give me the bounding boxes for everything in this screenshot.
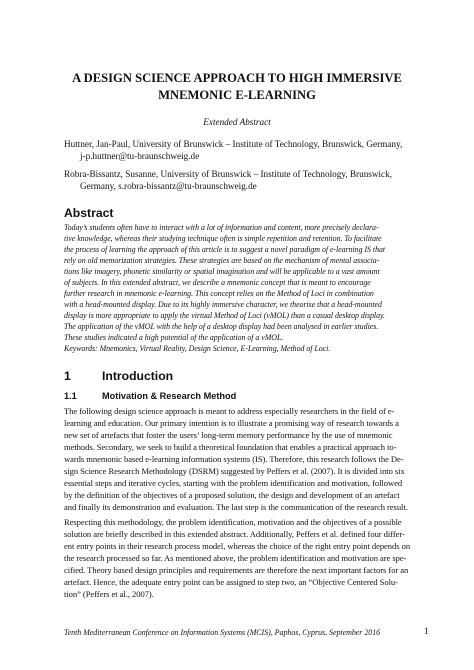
- keywords: Keywords: Mnemonics, Virtual Reality, Design Science, E-Learning, Method of Loci.: [64, 344, 331, 353]
- abstract-line: further research in mnemonic e-learning. This concept relies on the Method of Loci in combination: [64, 289, 374, 298]
- abstract-line: The application of the vMOL with the help of a desktop display had been analysed in earlier studies.: [64, 322, 379, 331]
- paragraph-2-line: the research processed so far. As mentioned above, the problem identification and motivation are spe-: [64, 553, 407, 563]
- author-1-email: j-p.huttner@tu-braunschweig.de: [80, 151, 200, 162]
- abstract-line: rely on old memorization strategies. These strategies are based on the mechanism of mental associa-: [64, 256, 380, 265]
- paragraph-2-line: cified. Theory based design principles and requirements are therefore the next important factors for an: [64, 565, 409, 575]
- abstract-line: display is more appropriate to apply the virtual Method of Loci (vMOL) than a casual desktop display.: [64, 311, 385, 320]
- paragraph-1-line: methods. Secondary, we seek to build a theoretical foundation that enables a practical approach to-: [64, 442, 397, 452]
- section-title: Introduction: [102, 369, 174, 383]
- title-line-2: MNEMONIC E-LEARNING: [158, 88, 316, 102]
- author-block-2: [64, 168, 424, 193]
- abstract-line: with a head-mounted display. Due to its highly immersive character, we theorise that a head-mounted: [64, 300, 382, 309]
- page-number: 1: [424, 626, 429, 636]
- paragraph-1-line: wards mnemonic based e-learning information systems (IS). Therefore, this research follows the De-: [64, 454, 404, 464]
- subsection-title: Motivation & Research Method: [102, 391, 237, 401]
- paragraph-1-line: and finally its demonstration and evaluation. The last step is the communication of the research result.: [64, 502, 408, 512]
- paragraph-1-line: The following design science approach is meant to address especially researchers in the field of e-: [64, 406, 395, 416]
- abstract-heading: Abstract: [64, 206, 114, 220]
- paragraph-1-line: sign Science Research Methodology (DSRM) suggested by Peffers et al. (2007). It is divided into six: [64, 466, 405, 476]
- subsection-number: 1.1: [64, 391, 77, 401]
- paragraph-1-line: learning and education. Our primary intention is to illustrate a promising way of research towards a: [64, 418, 399, 428]
- paragraph-2-line: ent entry points in their research process model, whereas the choice of the right entry point depends on: [64, 541, 411, 551]
- paragraph-1-line: by the definition of the objectives of a proposed solution, the design and development of an artefact: [64, 490, 400, 500]
- paragraph-2-line: tion” (Peffers et al., 2007).: [64, 589, 154, 599]
- paragraph-2-line: artefact. Hence, the adequate entry point can be assigned to step two, an “Objective Centered Solu-: [64, 577, 398, 587]
- abstract-line: of subjects. In this extended abstract, we describe a mnemonic concept that is meant to encourage: [64, 278, 371, 287]
- abstract-line: These studies indicated a high potential of the application of a vMOL.: [64, 333, 284, 342]
- abstract-line: the process of learning the approach of this article is to suggest a novel paradigm of e-learning IS that: [64, 245, 386, 254]
- paper-title: [40, 70, 434, 104]
- author-2-email: Germany, s.robra-bissantz@tu-braunschweig.de: [80, 181, 257, 192]
- abstract-line: tive knowledge, whereas their studying technique often is simple repetition and retention. To facilitate: [64, 234, 382, 243]
- page-footer: Tenth Mediterranean Conference on Information Systems (MCIS), Paphos, Cyprus, September 2016: [64, 628, 381, 637]
- abstract-line: tions like imagery, phonetic similarity or spatial imagination and will be applicable to a vast amount: [64, 267, 380, 276]
- section-number: 1: [64, 369, 71, 383]
- paragraph-1-line: essential steps and iterative cycles, starting with the problem identification and motivation, followed: [64, 478, 403, 488]
- title-line-1: A DESIGN SCIENCE APPROACH TO HIGH IMMERSIVE: [72, 71, 402, 85]
- paper-subtitle: Extended Abstract: [203, 117, 271, 127]
- paragraph-1-line: new set of artefacts that foster the users’ long-term memory performance by the use of mnemonic: [64, 430, 393, 440]
- paragraph-2-line: Respecting this methodology, the problem identification, motivation and the objectives of a possible: [64, 517, 402, 527]
- author-2-affiliation: Robra-Bissantz, Susanne, University of Brunswick – Institute of Technology, Brunswick,: [64, 169, 393, 179]
- abstract-line: Today’s students often have to interact with a lot of information and content, more precisely declara-: [64, 223, 379, 232]
- author-1-affiliation: Huttner, Jan-Paul, University of Brunswick – Institute of Technology, Brunswick, Germany,: [64, 139, 403, 149]
- paragraph-2-line: solution are briefly described in this extended abstract. Additionally, Peffers et al. defined four differ-: [64, 529, 405, 539]
- author-block-1: [64, 138, 424, 163]
